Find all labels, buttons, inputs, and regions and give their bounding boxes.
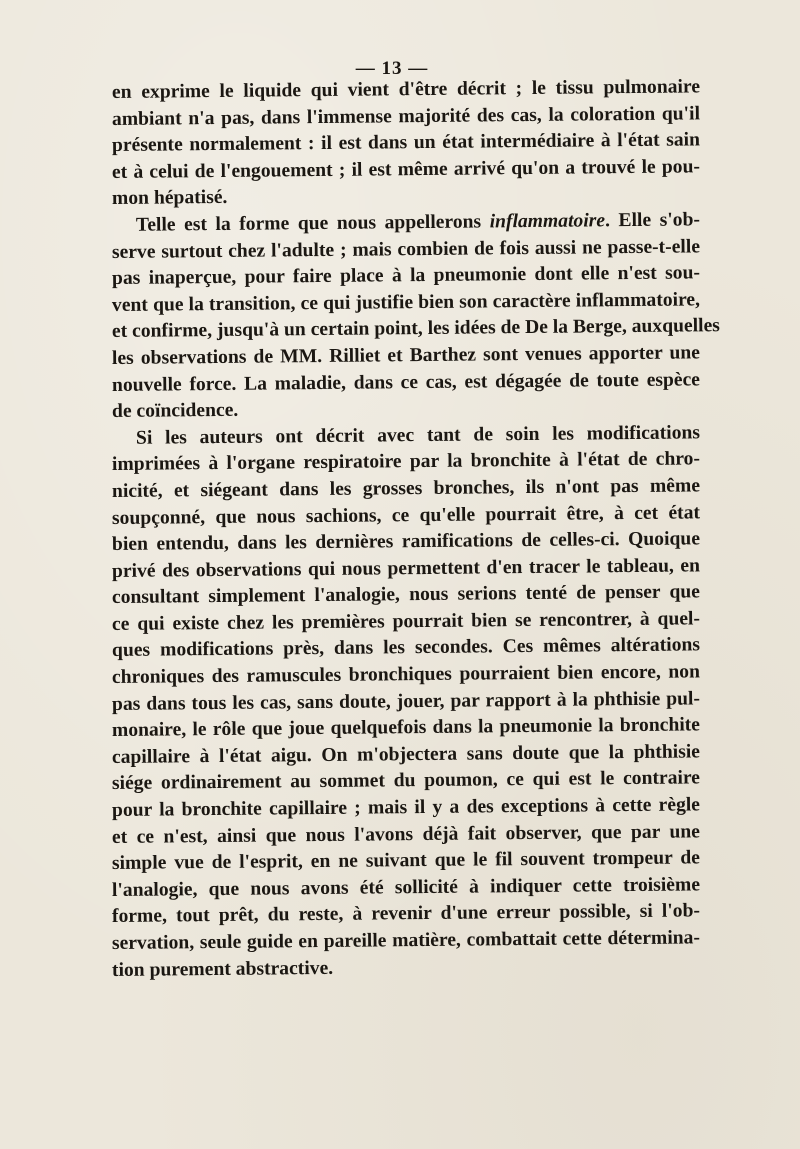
text-line: capillaire à l'état aigu. On m'objectera sans doute que la phthisie — [111, 741, 701, 768]
text-line: bien entendu, dans les dernières ramifications de celles-ci. Quoique — [111, 528, 701, 556]
text-line: pas dans tous les cas, sans doute, jouer, par rapport à la phthisie pul- — [111, 688, 701, 715]
text-line: mon hépatisé. — [111, 187, 228, 210]
text-line: tion purement abstractive. — [111, 957, 334, 981]
text-line: en exprime le liquide qui vient d'être décrit ; le tissu pulmonaire — [111, 76, 701, 103]
text-line: les observations de MM. Rilliet et Barthez sont venues apporter une — [111, 342, 701, 369]
text-line: serve surtout chez l'adulte ; mais combien de fois aussi ne passe-t-elle — [111, 235, 701, 263]
text-line: et confirme, jusqu'à un certain point, les idées de De la Berge, auxquelles — [111, 315, 720, 343]
text-line: chroniques des ramuscules bronchiques pourraient bien encore, non — [111, 661, 701, 689]
text-line: Si les auteurs ont décrit avec tant de soin les modifications — [135, 422, 701, 449]
body-text — [111, 76, 720, 984]
text-line: siége ordinairement au sommet du poumon, ce qui est le contraire — [111, 767, 701, 795]
text-line: imprimées à l'organe respiratoire par la bronchite à l'état de chro- — [111, 448, 701, 476]
text-line: et à celui de l'engouement ; il est même arrivé qu'on a trouvé le pou- — [111, 156, 701, 183]
text-line: vent que la transition, ce qui justifie bien son caractère inflammatoire, — [111, 289, 701, 316]
text-line: privé des observations qui nous permettent d'en tracer le tableau, en — [111, 555, 701, 582]
text-line: soupçonné, que nous sachions, ce qu'elle pourrait être, à cet état — [111, 501, 701, 529]
text-line: présente normalement : il est dans un état intermédiaire à l'état sain — [111, 129, 701, 157]
text-line: nicité, et siégeant dans les grosses bronches, ils n'ont pas même — [111, 475, 701, 502]
text-line: pas inaperçue, pour faire place à la pneumonie dont elle n'est sou- — [111, 262, 701, 290]
text-run: Telle est la forme que nous appellerons — [135, 211, 490, 236]
text-run: . Elle s'ob- — [604, 209, 701, 232]
text-line: ambiant n'a pas, dans l'immense majorité des cas, la coloration qu'il — [111, 102, 701, 130]
text-line: monaire, le rôle que joue quelquefois dans la pneumonie la bronchite — [111, 714, 701, 742]
text-line: ques modifications près, dans les secondes. Ces mêmes altérations — [111, 634, 701, 662]
text-line: servation, seule guide en pareille matière, combattait cette détermina- — [111, 927, 701, 954]
text-line: pour la bronchite capillaire ; mais il y a des exceptions à cette règle — [111, 794, 701, 822]
emphasized-term: inflammatoire — [489, 210, 606, 233]
text-line: forme, tout prêt, du reste, à revenir d'une erreur possible, si l'ob- — [111, 900, 701, 928]
text-line: nouvelle force. La maladie, dans ce cas, est dégagée de toute espèce — [111, 368, 701, 396]
text-line: consultant simplement l'analogie, nous serions tenté de penser que — [111, 581, 701, 609]
text-line: l'analogie, que nous avons été sollicité à indiquer cette troisième — [111, 874, 701, 901]
page-number: — 13 — — [355, 58, 429, 79]
text-line: simple vue de l'esprit, en ne suivant que le fil souvent trompeur de — [111, 847, 701, 875]
text-line: et ce n'est, ainsi que nous l'avons déjà fait observer, que par une — [111, 820, 701, 848]
text-line: de coïncidence. — [111, 399, 239, 423]
text-line: ce qui existe chez les premières pourrait bien se rencontrer, à quel- — [111, 608, 701, 635]
